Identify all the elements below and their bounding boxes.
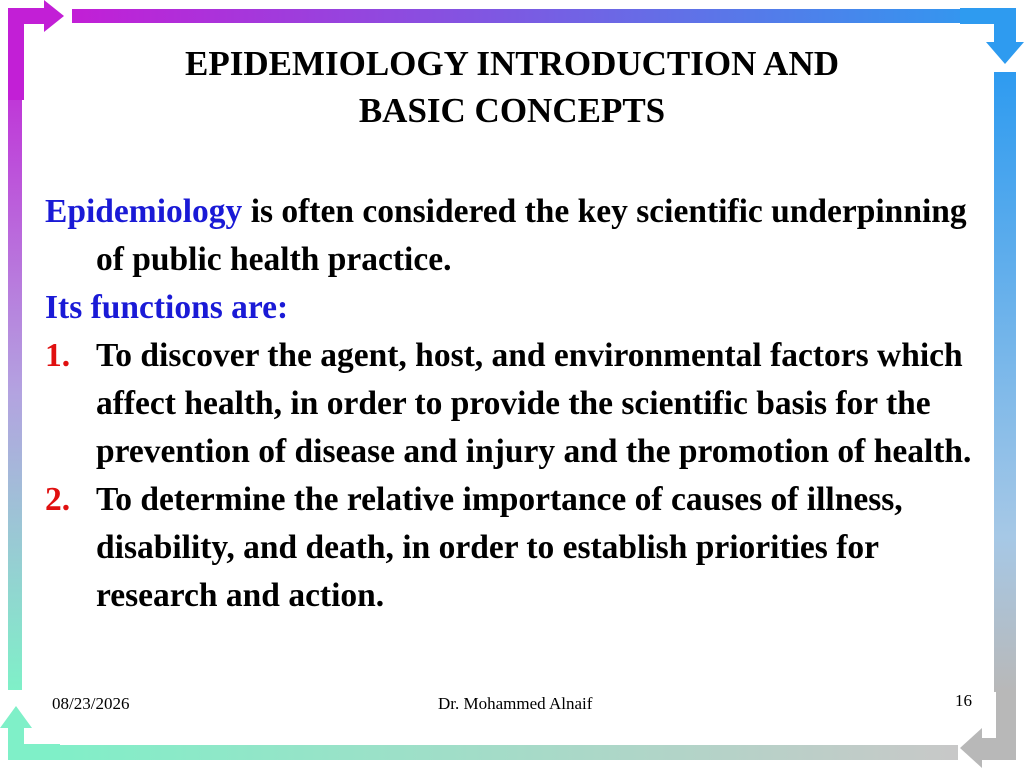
frame-top-bar <box>72 9 1002 23</box>
footer-date: 08/23/2026 <box>52 694 130 713</box>
frame-bottom-bar <box>28 745 958 760</box>
function-item-1-number: 1. <box>45 337 71 374</box>
intro-text: is often considered the key scientific underpinning of public health practice. <box>96 193 967 278</box>
slide-title <box>100 40 924 134</box>
function-item-2-number: 2. <box>45 481 71 518</box>
functions-heading: Its functions are: <box>45 289 289 326</box>
frame-right-bar <box>994 72 1016 692</box>
corner-arrow-top-left <box>8 0 64 100</box>
intro-paragraph <box>45 188 975 284</box>
slide-title-line-1: EPIDEMIOLOGY INTRODUCTION AND <box>184 44 840 83</box>
corner-arrow-bottom-left <box>0 706 60 760</box>
function-item-2 <box>45 476 975 620</box>
function-item-1 <box>45 332 975 476</box>
corner-arrow-top-right <box>960 8 1024 64</box>
slide-number: 16 <box>955 691 972 710</box>
function-item-2-text: To determine the relative importance of causes of illness, disability, and death, in order to establish priorities for research and action. <box>96 481 903 614</box>
slide-title-line-2: BASIC CONCEPTS <box>358 91 666 130</box>
intro-term: Epidemiology <box>45 193 243 230</box>
function-item-1-text: To discover the agent, host, and environmental factors which affect health, in order to provide the scientific basis for the prevention of disease and injury and the promotion of health. <box>96 337 972 470</box>
slide-body <box>45 188 975 620</box>
frame-left-bar <box>8 30 22 690</box>
footer-author: Dr. Mohammed Alnaif <box>438 694 593 713</box>
